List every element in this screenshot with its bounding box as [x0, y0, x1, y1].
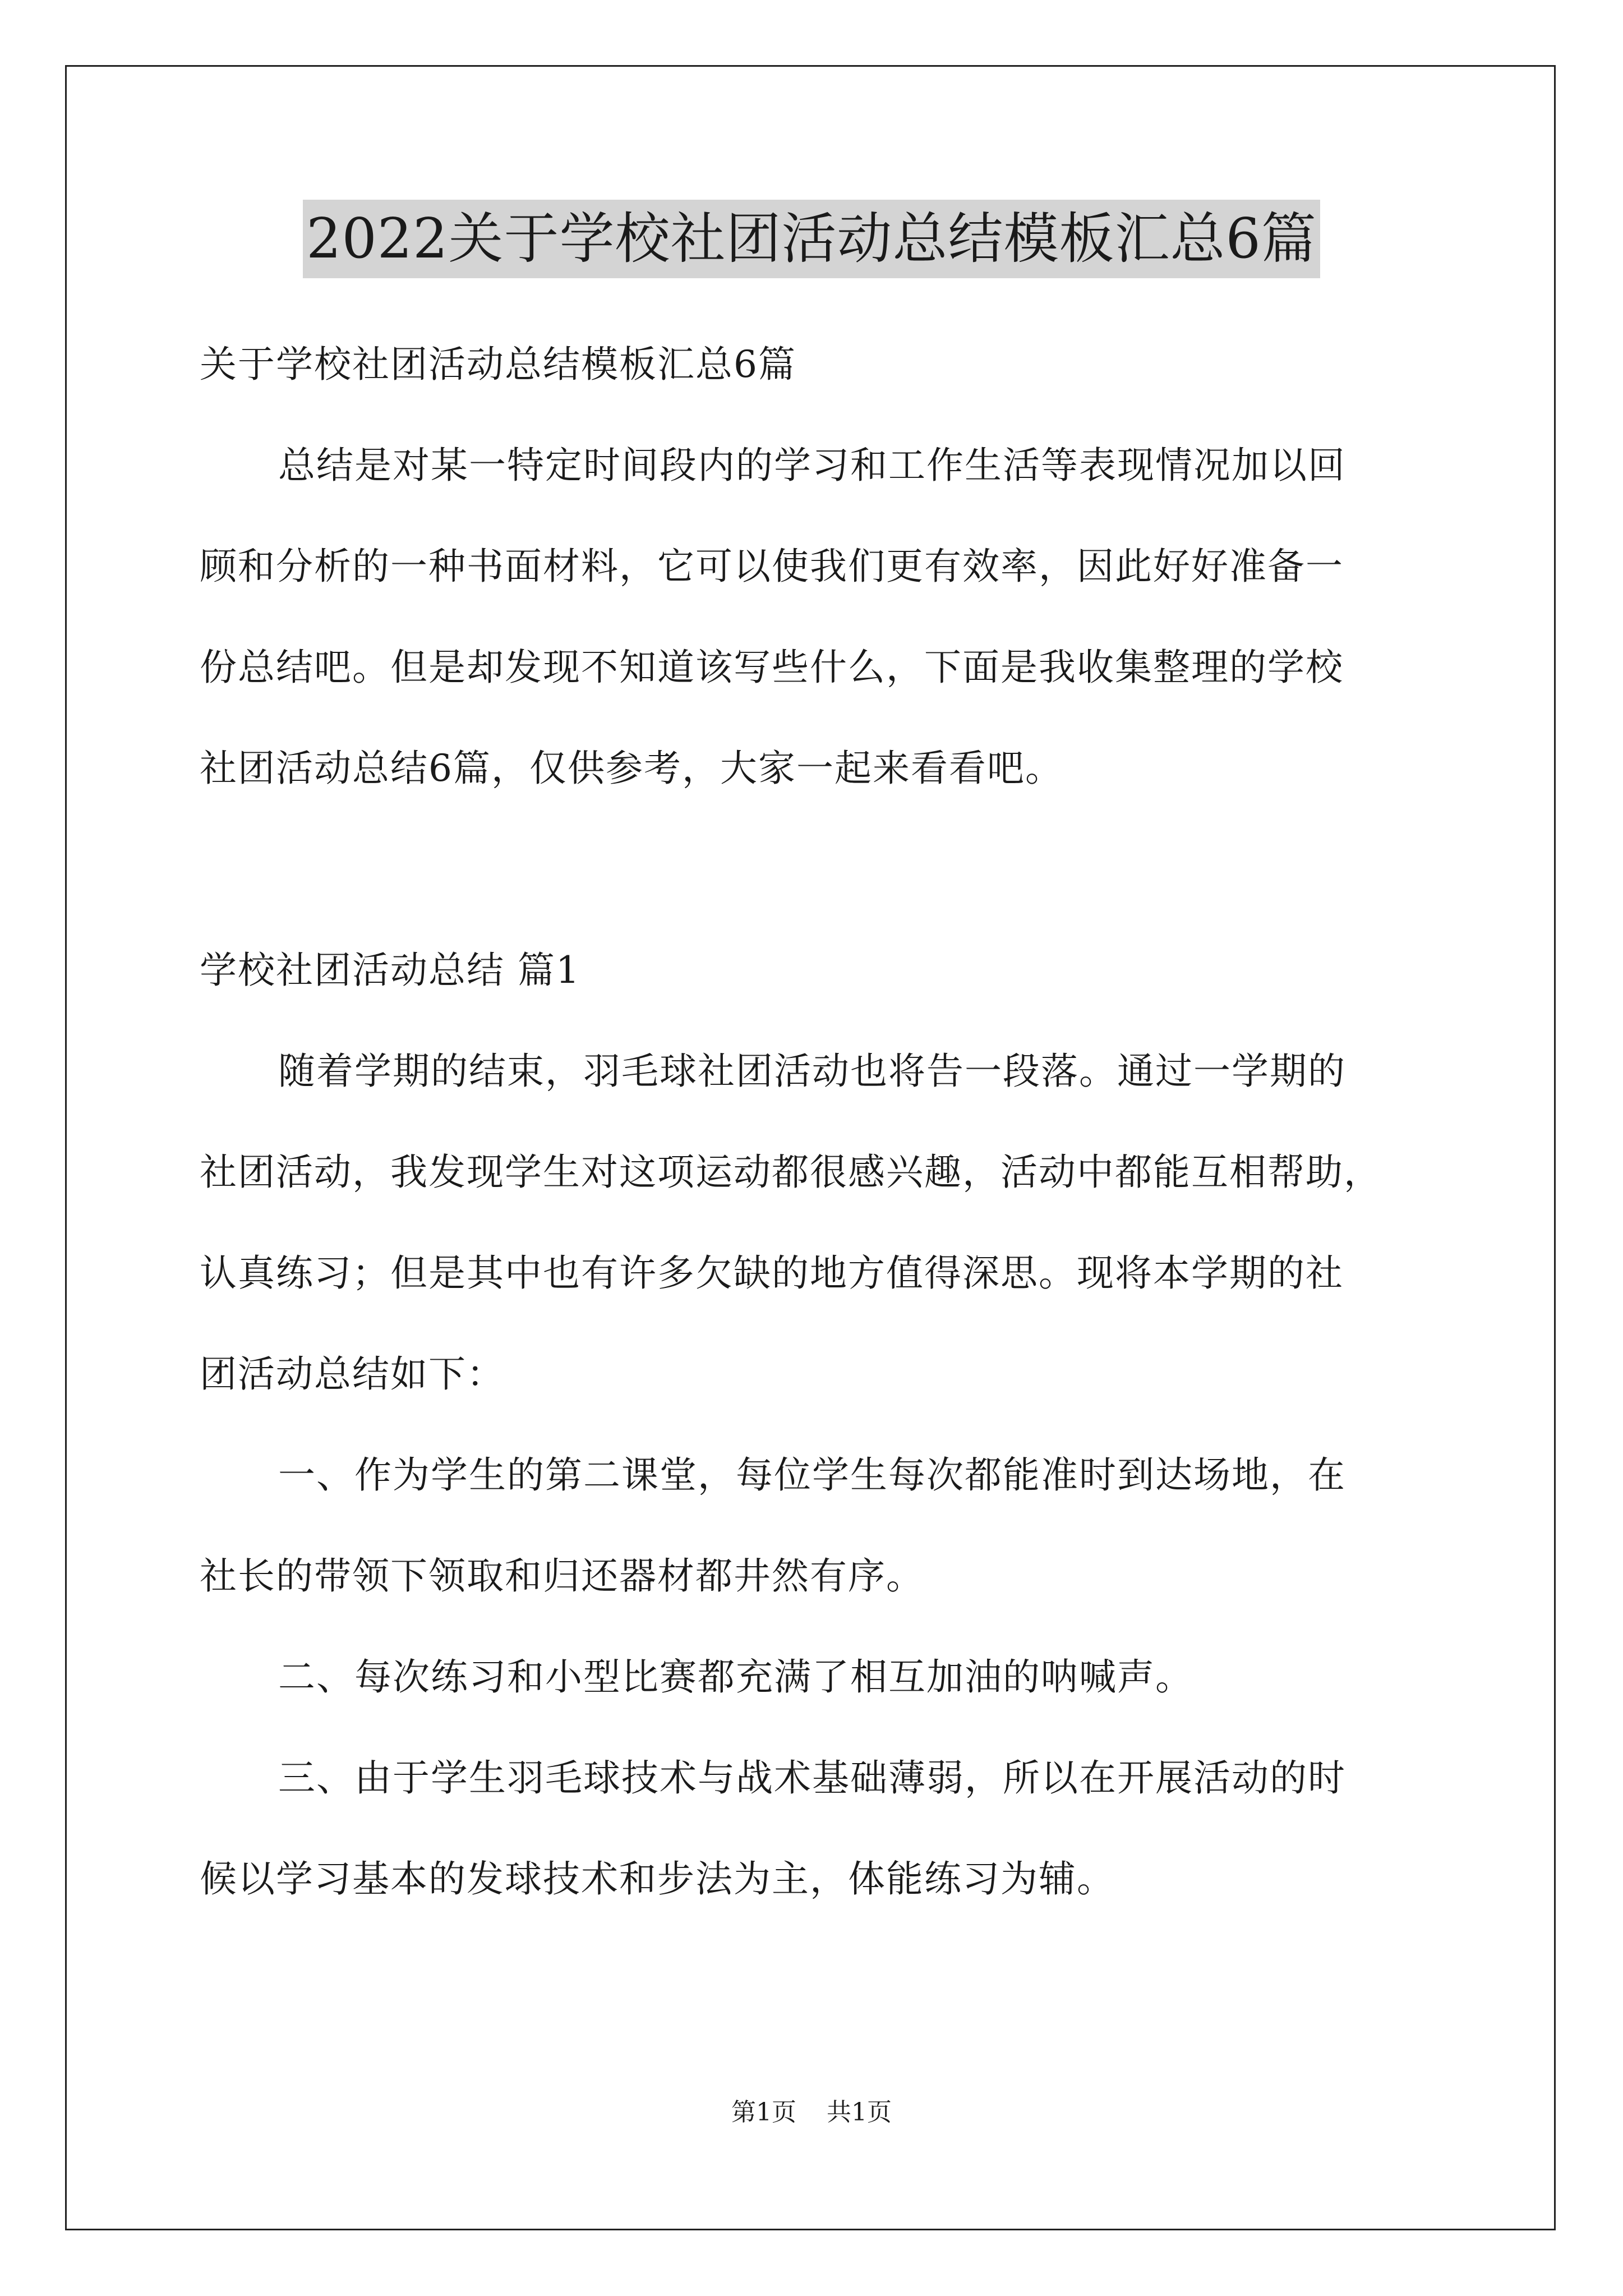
point-one-line: 社长的带领下领取和归还器材都井然有序。	[200, 1554, 924, 1598]
section-line: 团活动总结如下：	[200, 1352, 505, 1396]
document-body	[200, 314, 1433, 1930]
intro-line: 总结是对某一特定时间段内的学习和工作生活等表现情况加以回	[278, 444, 1346, 487]
point-three-line: 候以学习基本的发球技术和步法为主，体能练习为辅。	[200, 1857, 1115, 1901]
section-line: 认真练习；但是其中也有许多欠缺的地方值得深思。现将本学期的社	[200, 1251, 1344, 1295]
page-count: 共1页	[827, 2098, 892, 2127]
point-two-line: 二、每次练习和小型比赛都充满了相互加油的呐喊声。	[278, 1655, 1193, 1699]
section-line: 随着学期的结束，羽毛球社团活动也将告一段落。通过一学期的	[278, 1050, 1346, 1093]
document-subtitle: 关于学校社团活动总结模板汇总6篇	[200, 343, 796, 386]
intro-line: 顾和分析的一种书面材料，它可以使我们更有效率，因此好好准备一	[200, 545, 1344, 588]
intro-line: 社团活动总结6篇，仅供参考，大家一起来看看吧。	[200, 747, 1063, 790]
intro-line: 份总结吧。但是却发现不知道该写些什么，下面是我收集整理的学校	[200, 646, 1344, 689]
title-container	[0, 200, 1623, 278]
paragraph-gap	[200, 819, 1433, 920]
document-title: 2022关于学校社团活动总结模板汇总6篇	[303, 200, 1320, 278]
point-one-line: 一、作为学生的第二课堂，每位学生每次都能准时到达场地，在	[278, 1453, 1346, 1497]
section-line: 社团活动，我发现学生对这项运动都很感兴趣，活动中都能互相帮助，	[200, 1151, 1382, 1194]
section-heading: 学校社团活动总结 篇1	[200, 949, 580, 992]
page-number: 第1页	[731, 2098, 796, 2127]
point-three-line: 三、由于学生羽毛球技术与战术基础薄弱，所以在开展活动的时	[278, 1756, 1346, 1800]
page-footer	[0, 2096, 1623, 2129]
